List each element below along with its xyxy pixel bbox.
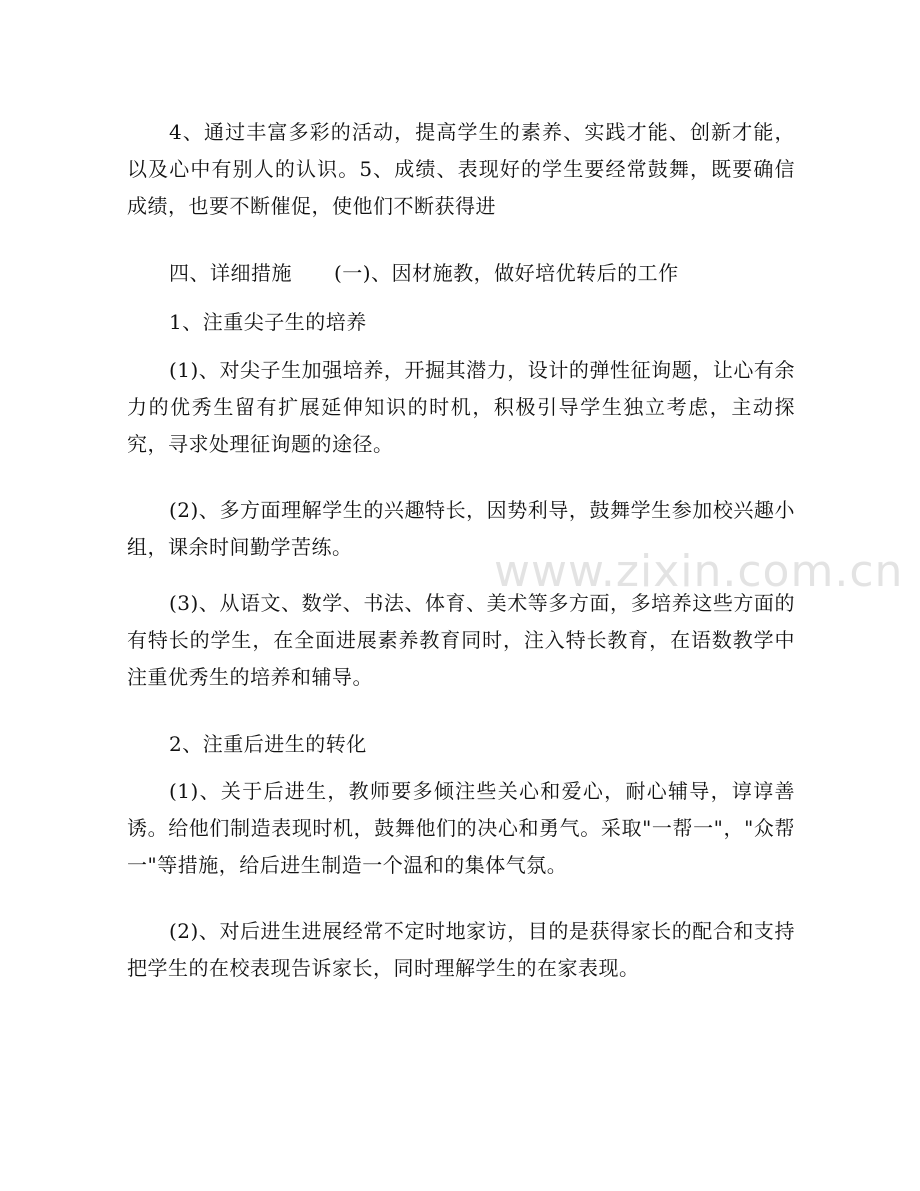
- subheading-top-students: 1、注重尖子生的培养: [169, 310, 367, 334]
- section-heading-measures: [169, 255, 679, 292]
- paragraph-struggling-students-1: (1)、关于后进生，教师要多倾注些关心和爱心，耐心辅导，谆谆善诱。给他们制造表现时机，鼓舞他们的决心和勇气。采取"一帮一"，"众帮一"等措施，给后进生制造一个温和的集体气氛。: [127, 779, 795, 877]
- section-title: 四、详细措施: [169, 261, 292, 285]
- paragraph-top-students-3: (3)、从语文、数学、书法、体育、美术等多方面，多培养这些方面的有特长的学生，在全面进展素养教育同时，注入特长教育，在语数教学中注重优秀生的培养和辅导。: [127, 591, 795, 689]
- subheading-struggling-students: 2、注重后进生的转化: [169, 732, 367, 756]
- paragraph-top-students-1: (1)、对尖子生加强培养，开掘其潜力，设计的弹性征询题，让心有余力的优秀生留有扩展延伸知识的时机，积极引导学生独立考虑，主动探究，寻求处理征询题的途径。: [127, 358, 795, 456]
- paragraph-top-students-2: (2)、多方面理解学生的兴趣特长，因势利导，鼓舞学生参加校兴趣小组，课余时间勤学苦练。: [127, 498, 795, 559]
- watermark: www.zixin.com.cn: [494, 546, 904, 597]
- paragraph-activities: 4、通过丰富多彩的活动，提高学生的素养、实践才能、创新才能，以及心中有别人的认识。5、成绩、表现好的学生要经常鼓舞，既要确信成绩，也要不断催促，使他们不断获得进: [127, 120, 795, 218]
- paragraph-struggling-students-2: (2)、对后进生进展经常不定时地家访，目的是获得家长的配合和支持把学生的在校表现告诉家长，同时理解学生的在家表现。: [127, 919, 795, 980]
- subsection-title: (一)、因材施教，做好培优转后的工作: [334, 261, 679, 285]
